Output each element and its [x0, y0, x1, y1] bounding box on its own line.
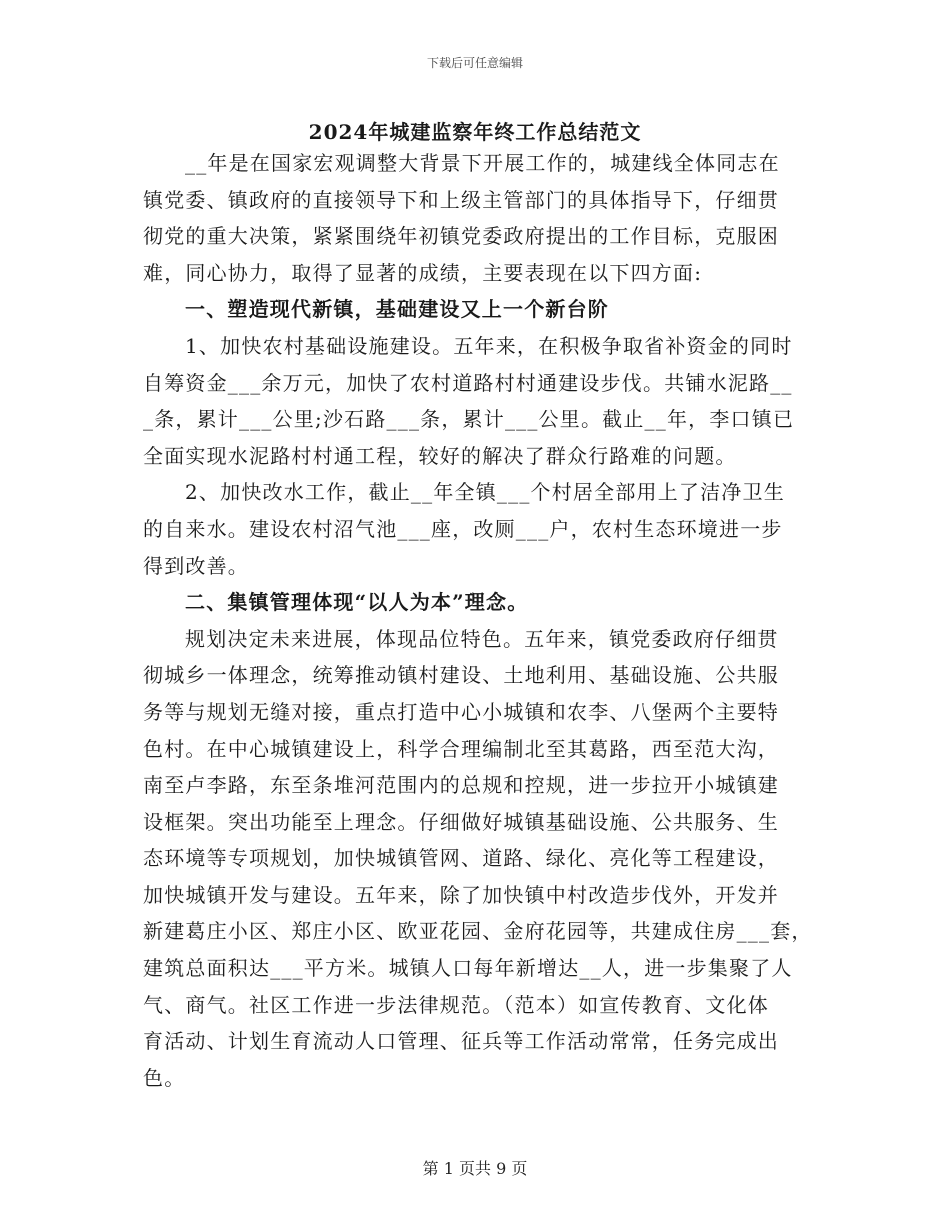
paragraph-line: 色。: [143, 1065, 186, 1090]
paragraph-line: 镇党委、镇政府的直接领导下和上级主管部门的具体指导下，仔细贯: [143, 187, 779, 212]
paragraph-line: 气、商气。社区工作进一步法律规范。（范本）如宣传教育、文化体: [143, 992, 769, 1017]
paragraph-line: 彻党的重大决策，紧紧围绕年初镇党委政府提出的工作目标，克服困: [143, 224, 779, 249]
paragraph-line: 彻城乡一体理念，统筹推动镇村建设、土地利用、基础设施、公共服: [143, 663, 779, 688]
page-number: 第 1 页共 9 页: [422, 1159, 528, 1178]
paragraph-line: 规划决定未来进展，体现品位特色。五年来，镇党委政府仔细贯: [185, 626, 779, 651]
paragraph-line: 设框架。突出功能至上理念。仔细做好城镇基础设施、公共服务、生: [143, 809, 779, 834]
paragraph-line: 1、加快农村基础设施建设。五年来，在积极争取省补资金的同时: [185, 333, 793, 358]
paragraph-line: _条，累计___公里;沙石路___条，累计___公里。截止__年，李口镇已: [143, 407, 795, 432]
document-body: [143, 145, 823, 1096]
paragraph-line: 自筹资金___余万元，加快了农村道路村村通建设步伐。共铺水泥路__: [143, 370, 793, 395]
paragraph-line: 南至卢李路，东至条堆河范围内的总规和控规，进一步拉开小城镇建: [143, 773, 779, 798]
paragraph-line: 色村。在中心城镇建设上，科学合理编制北至其葛路，西至范大沟，: [143, 736, 779, 761]
section-heading: 一、塑造现代新镇，基础建设又上一个新台阶: [185, 297, 609, 322]
paragraph-line: 2、加快改水工作，截止__年全镇___个村居全部用上了洁净卫生: [185, 480, 785, 505]
paragraph-line: 态环境等专项规划，加快城镇管网、道路、绿化、亮化等工程建设，: [143, 846, 779, 871]
paragraph-line: 加快城镇开发与建设。五年来，除了加快镇中村改造步伐外，开发并: [143, 882, 779, 907]
header-note: 下载后可任意编辑: [426, 56, 523, 70]
section-heading: 二、集镇管理体现“以人为本”理念。: [185, 590, 529, 615]
paragraph-line: 得到改善。: [143, 553, 249, 578]
paragraph-line: 难，同心协力，取得了显著的成绩，主要表现在以下四方面:: [143, 260, 703, 285]
paragraph-line: 新建葛庄小区、郑庄小区、欧亚花园、金府花园等，共建成住房___套，: [143, 919, 813, 944]
paragraph-line: 育活动、计划生育流动人口管理、征兵等工作活动常常，任务完成出: [143, 1029, 779, 1054]
paragraph-line: 全面实现水泥路村村通工程，较好的解决了群众行路难的问题。: [143, 443, 737, 468]
paragraph-line: __年是在国家宏观调整大背景下开展工作的，城建线全体同志在: [185, 151, 780, 175]
paragraph-line: 的自来水。建设农村沼气池___座，改厕___户，农村生态环境进一步: [143, 516, 783, 541]
document-title: 2024年城建监察年终工作总结范文: [308, 120, 642, 144]
paragraph-line: 务等与规划无缝对接，重点打造中心小城镇和农李、八堡两个主要特: [143, 699, 779, 724]
paragraph-line: 建筑总面积达___平方米。城镇人口每年新增达__人，进一步集聚了人: [143, 956, 793, 981]
